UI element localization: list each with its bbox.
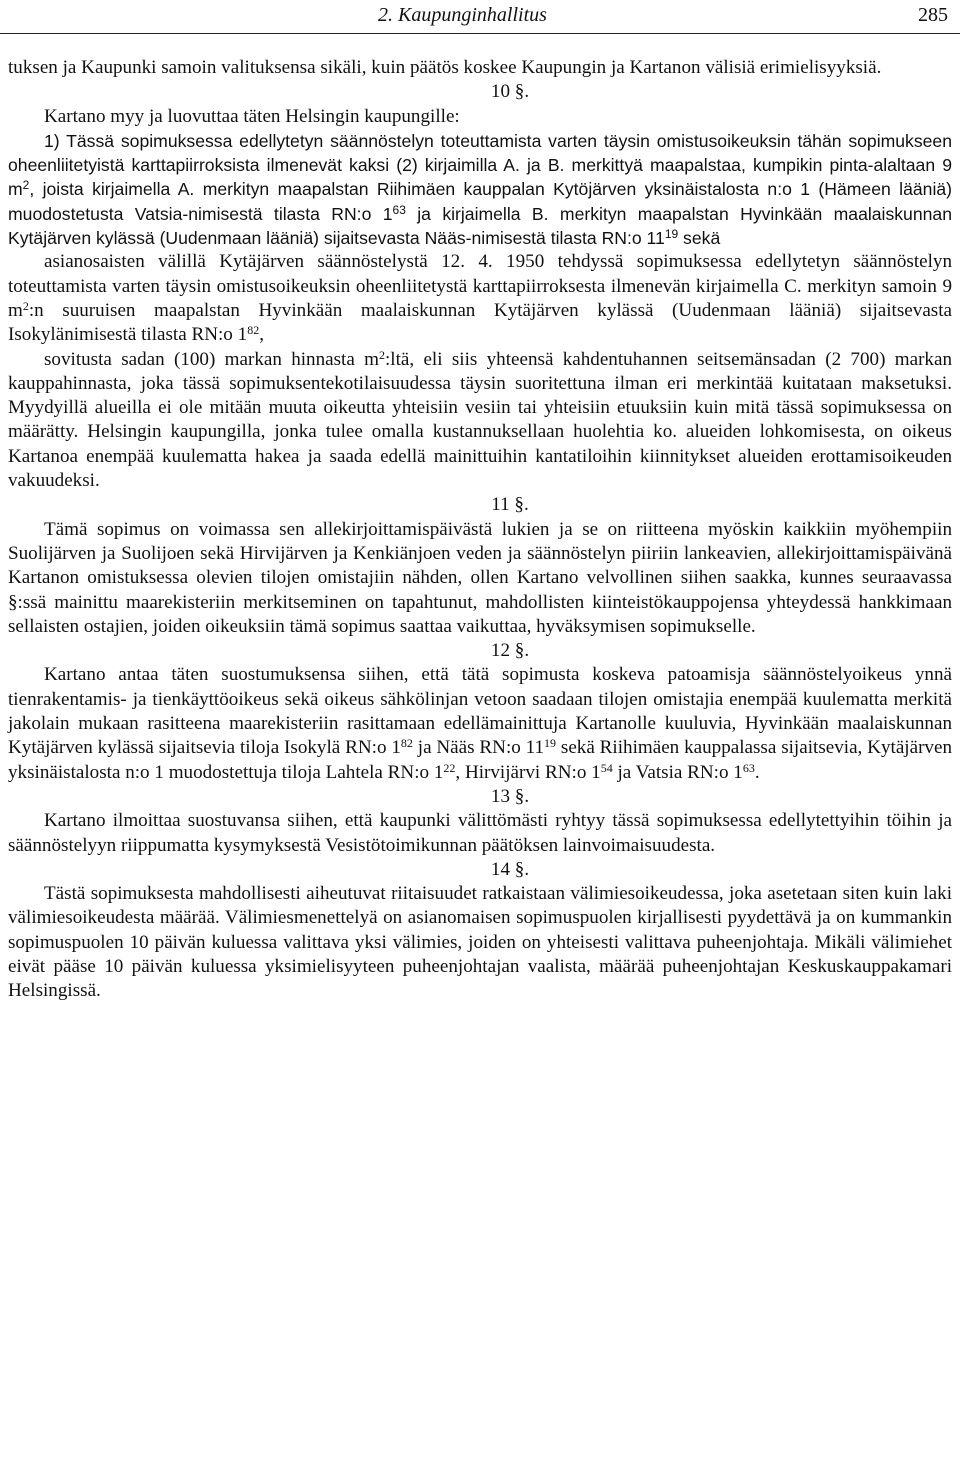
s13-paragraph-1: Kartano ilmoittaa suostuvansa siihen, että kaupunki välittömästi ryhtyy tässä sopimuksessa edellytettyihin töihin ja säännöstelyyn riippumatta kysymyksestä Vesistötoimikunnan päätöksen lainvoimaisuudesta.	[8, 810, 952, 856]
s10-paragraph-4: sovitusta sadan (100) markan hinnasta $m^2:ltä$, eli siis yhteensä kahdentuhannen seitsemänsadan (2 700) markan kauppahinnasta, joka tässä sopimuksentekotilaisuudessa täysin suoritettuna ilman eri merkintää kuitataan maksetuksi. Myydyillä alueilla ei ole mitään muuta oikeutta yhteisiin vesiin tai yhteisiin etuuksiin kuin mitä tässä sopimuksessa on määrätty. Helsingin kaupungilla, jonka tulee omalla kustannuksellaan huolehtia ko. alueiden lohkomisesta, on oikeus Kartanoa enempää kuulematta hakea ja saada edellä mainittuihin kantatiloihin kiinnitykset alueiden erottamisoikeuden vakuudeksi.	[8, 347, 952, 492]
header-rule	[0, 33, 960, 34]
s12-paragraph-1: Kartano antaa täten suostumuksensa siihen, että tätä sopimusta koskeva patoamisja säännöstelyoikeus ynnä tienrakentamis- ja tienkäyttöoikeus sekä oikeus sähkölinjan vetoon saadaan tilojen omistajia enempää kuulematta merkitä jakolain mukaan rasitteena maarekisteriin rasittamaan edellämainittuja Kartanolle kuuluvia, Hyvinkään maalaiskunnan Kytäjärven kylässä sijaitsevia tiloja Isokylä RN:o $1^{82}$ ja Nääs RN:o $11^{19}$ sekä Riihimäen kauppalassa sijaitsevia, Kytäjärven yksinäistalosta n:o 1 muodostettuja tiloja Lahtela RN:o $1^{22}$, Hirvijärvi RN:o $1^{54}$ ja Vatsia RN:o $1^{63}$.	[8, 664, 953, 783]
section-heading-12: 12 §.	[490, 640, 530, 662]
s10-paragraph-3: asianosaisten välillä Kytäjärven säännöstelystä 12. 4. 1950 tehdyssä sopimuksessa edellytetyn säännöstelyn toteuttamista varten täysin omistusoikeuksin oheenliitetystä karttapiirroksesta ilmenevän kirjaimella C. merkityn samoin 9 $m^2:n$ suuruisen maapalstan Hyvinkään maalaiskunnan Kytäjärven kylässä (Uudenmaan lääniä) sijaitsevasta Isokylänimisestä tilasta RN:o $1^{82}$,	[8, 251, 952, 346]
section-heading-11: 11 §.	[491, 494, 529, 516]
section-heading-10: 10 §.	[490, 81, 530, 103]
intro-paragraph: tuksen ja Kaupunki samoin valituksensa sikäli, kuin päätös koskee Kaupungin ja Kartanon välisiä erimielisyyksiä.	[8, 57, 882, 78]
s10-paragraph-1: Kartano myy ja luovuttaa täten Helsingin kaupungille:	[44, 105, 460, 127]
section-heading-14: 14 §.	[490, 858, 530, 880]
page-header	[0, 0, 960, 30]
s11-paragraph-1: Tämä sopimus on voimassa sen allekirjoittamispäivästä lukien ja se on riitteena myöskin kaikkiin myöhempiin Suolijärven ja Suolijoen sekä Hirvijärven ja Kenkiänjoen veden ja säännöstelyn piiriin lankeavien, allekirjoittamispäivänä Kartanon omistuksessa olevien tilojen omistajiin nähden, ollen Kartano velvollinen siihen saakka, kunnes seuraavassa §:ssä mainittu maarekisteriin merkitseminen on tapahtunut, mahdollisten kiinteistökauppojensa yhteydessä hankkimaan sellaisten ostajien, joiden oikeuksiin tämä sopimus saattaa vaikuttaa, hyväksymisen sopimukselle.	[8, 518, 952, 637]
running-title: 2. Kaupunginhallitus	[378, 4, 547, 26]
s10-paragraph-2: 1) Tässä sopimuksessa edellytetyn säännöstelyn toteuttamista varten täysin omistusoikeuksin tähän sopimukseen oheenliitetyistä karttapiirroksista ilmenevät kaksi (2) kirjaimilla A. ja B. merkittyä maapalstaa, kumpikin pinta-alaltaan 9 $m^2$, joista kirjaimella A. merkityn maapalstan Riihimäen kauppalan Kytöjärven yksinäistalosta n:o 1 (Hämeen lääniä) muodostetusta Vatsia-nimisestä tilasta RN:o $1^{63}$ ja kirjaimella B. merkityn maapalstan Hyvinkään maalaiskunnan Kytäjärven kylässä (Uudenmaan lääniä) sijaitsevasta Nääs-nimisestä tilasta RN:o $11^{19}$ sekä	[8, 130, 952, 249]
page-number: 285	[918, 4, 948, 26]
section-heading-13: 13 §.	[490, 785, 530, 807]
s14-paragraph-1: Tästä sopimuksesta mahdollisesti aiheutuvat riitaisuudet ratkaistaan välimiesoikeudessa, joka asetetaan siten kuin laki välimiesoikeudesta määrää. Välimiesmenettelyä on asianomaisen sopimuspuolen kirjallisesti pyydettävä ja on kummankin sopimuspuolen 10 päivän kuluessa valittava yksi välimies, joiden on yhteisesti valittava puheenjohtaja. Mikäli välimiehet eivät pääse 10 päivän kuluessa yksimielisyyteen puheenjohtajan vaalista, määrää puheenjohtajan Keskuskauppakamari Helsingissä.	[8, 883, 952, 1002]
document-body	[8, 56, 952, 1004]
